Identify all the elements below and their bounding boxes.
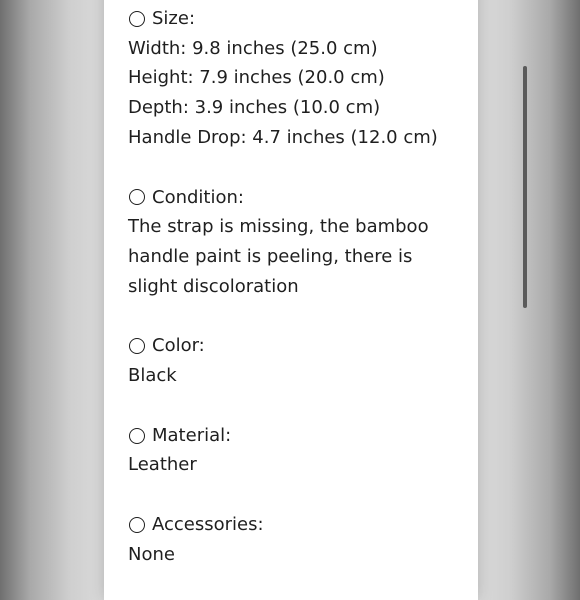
accessories-section <box>128 510 468 569</box>
condition-text-line-2: handle paint is peeling, there is <box>128 245 413 267</box>
circle-outline-icon <box>129 11 145 27</box>
size-depth: Depth: 3.9 inches (10.0 cm) <box>128 97 381 119</box>
vertical-scrollbar[interactable] <box>523 66 527 308</box>
condition-text-line-1: The strap is missing, the bamboo <box>128 216 429 238</box>
condition-label: Condition: <box>152 186 244 208</box>
circle-outline-icon <box>129 189 145 205</box>
material-value: Leather <box>128 454 197 476</box>
material-section <box>128 421 468 480</box>
color-label: Color: <box>152 335 205 357</box>
condition-text-line-3: slight discoloration <box>128 275 299 297</box>
size-height: Height: 7.9 inches (20.0 cm) <box>128 67 385 89</box>
item-description <box>128 4 468 570</box>
size-label: Size: <box>152 8 196 29</box>
accessories-heading <box>128 510 468 540</box>
condition-section <box>128 183 468 302</box>
circle-outline-icon <box>129 338 145 354</box>
accessories-label: Accessories: <box>152 514 264 536</box>
circle-outline-icon <box>129 517 145 533</box>
color-value: Black <box>128 365 177 387</box>
material-label: Material: <box>152 424 232 446</box>
color-heading <box>128 331 468 361</box>
size-handle-drop: Handle Drop: 4.7 inches (12.0 cm) <box>128 126 438 148</box>
material-heading <box>128 421 468 451</box>
size-width: Width: 9.8 inches (25.0 cm) <box>128 37 378 59</box>
condition-heading <box>128 183 468 213</box>
accessories-value: None <box>128 543 175 565</box>
size-heading <box>128 4 468 34</box>
color-section <box>128 331 468 390</box>
size-section <box>128 4 468 153</box>
circle-outline-icon <box>129 428 145 444</box>
